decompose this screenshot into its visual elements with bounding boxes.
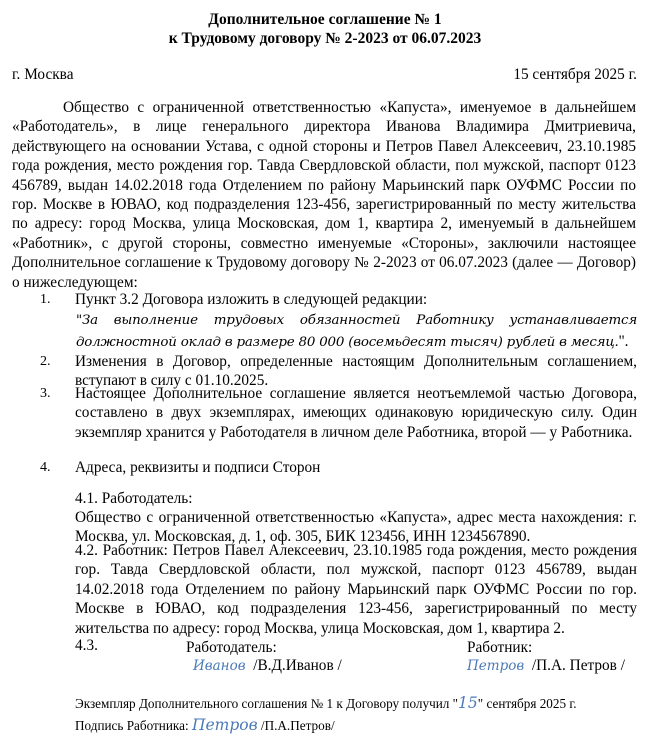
list-item: [40, 458, 637, 477]
employer-signature-label: Работодатель:: [186, 639, 277, 656]
employee-signature: [467, 657, 625, 675]
receipt-day-handwritten: 15: [458, 694, 478, 712]
receipt-handwritten-signature: Петров: [191, 716, 258, 734]
list-number: 4.: [40, 460, 51, 475]
employer-handwritten-signature: Иванов: [193, 658, 246, 674]
receipt-signer-name: /П.А.Петров/: [257, 718, 335, 733]
list-text: Пункт 3.2 Договора изложить в следующей редакции:: [75, 291, 428, 308]
document-date: 15 сентября 2025 г.: [513, 66, 637, 83]
list-number: 2.: [40, 354, 51, 369]
employer-signature: [193, 657, 342, 675]
quote-end: ".: [618, 333, 629, 350]
list-item: [40, 384, 637, 442]
receipt-text-end: " сентября 2025 г.: [477, 696, 577, 711]
list-number: 3.: [40, 386, 51, 401]
employer-heading: 4.1. Работодатель:: [75, 490, 193, 507]
receipt-line: [75, 694, 577, 712]
employee-details: 4.2. Работник: Петров Павел Алексеевич, 23.10.1985 года рождения, место рождения гор. Тавда Свердловской области, пол мужской, паспорт 0123 456789, выдан 14.02.2018 года Отделением по району Марьинский парк ОУФМС России по гор. Москве в ЮВАО, код подразделения 123-456, зарегистрированный по месту жительства по адресу: город Москва, улица Московская, дом 1, квартира 2.: [75, 542, 637, 637]
employer-details: Общество с ограниченной ответственностью «Капуста», адрес места нахождения: г. Москва, ул. Московская, д. 1, оф. 305, БИК 123456, ИНН 1234567890.: [75, 509, 637, 546]
document-title: Дополнительное соглашение № 1: [208, 11, 442, 28]
quoted-clause: [76, 310, 637, 353]
receipt-signature-label: Подпись Работника:: [75, 718, 192, 733]
preamble-paragraph: Общество с ограниченной ответственностью «Капуста», именуемое в дальнейшем «Работодатель», в лице генерального директора Иванова Владимира Дмитриевича, действующего на основании Устава, с одной стороны и Петров Павел Алексеевич, 23.10.1985 года рождения, место рождения гор. Тавда Свердловской области, пол мужской, паспорт 0123 456789, выдан 14.02.2018 года Отделением по району Марьинский парк ОУФМС России по гор. Москве в ЮВАО, код подразделения 123-456, зарегистрированный по месту жительства по адресу: город Москва, улица Московская, дом 1, квартира 2, именуемый в дальнейшем «Работник», с другой стороны, совместно именуемые «Стороны», заключили настоящее Дополнительное соглашение к Трудовому договору № 2-2023 от 06.07.2023 (далее — Договор) о нижеследующем:: [12, 99, 636, 291]
quote-text: "За выполнение трудовых обязанностей Работнику устанавливается должностной оклад в размере 80 000 (восемьдесят тысяч) рублей в месяц.: [76, 313, 637, 350]
city: г. Москва: [12, 66, 74, 83]
list-number: 1.: [40, 292, 51, 307]
employee-signature-label: Работник:: [467, 639, 533, 656]
list-text: Адреса, реквизиты и подписи Сторон: [75, 459, 321, 476]
employee-handwritten-signature: Петров: [467, 658, 525, 674]
receipt-text: Экземпляр Дополнительного соглашения № 1 к Договору получил ": [75, 696, 459, 711]
receipt-signature-line: [75, 716, 335, 734]
document-subtitle: к Трудовому договору № 2-2023 от 06.07.2023: [168, 30, 482, 47]
list-text: Изменения в Договор, определенные настоящим Дополнительным соглашением, вступают в силу с 01.10.2025.: [75, 353, 637, 390]
list-text: Настоящее Дополнительное соглашение является неотъемлемой частью Договора, составлено в двух экземплярах, имеющих одинаковую юридическую силу. Один экземпляр хранится у Работодателя в личном деле Работника, второй — у Работника.: [75, 385, 637, 441]
signatures-section-number: 4.3.: [75, 637, 98, 654]
list-item: [40, 290, 637, 309]
employer-signer-name: /В.Д.Иванов /: [253, 657, 342, 674]
employee-signer-name: /П.А. Петров /: [531, 657, 625, 674]
